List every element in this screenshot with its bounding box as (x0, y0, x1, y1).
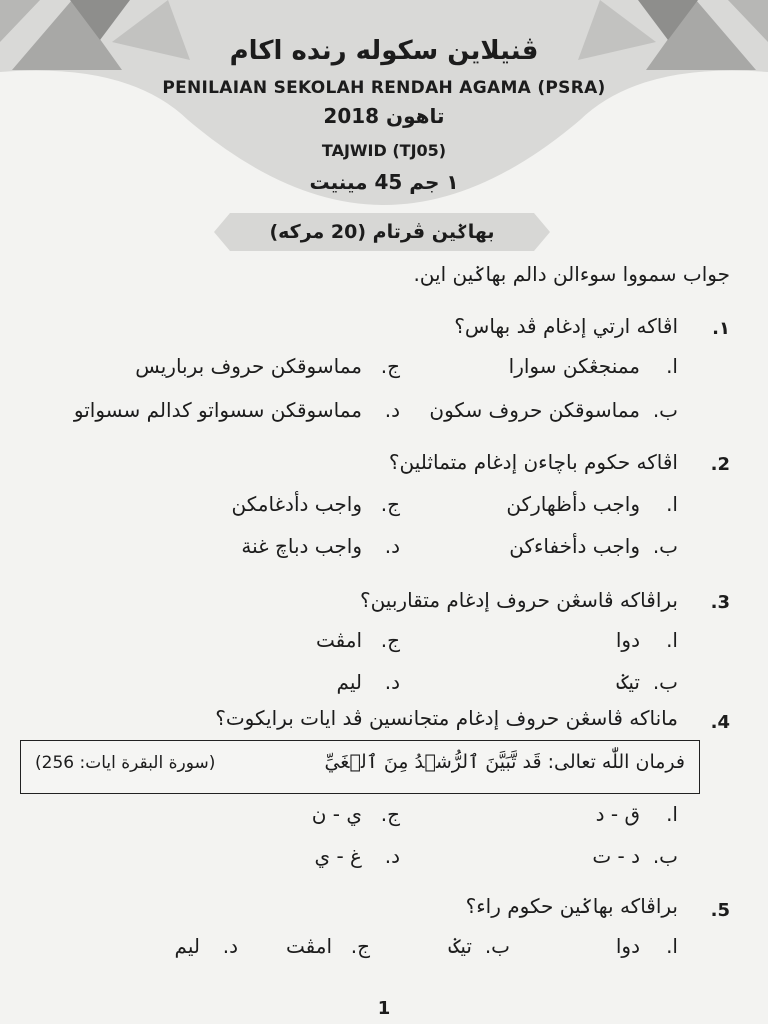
question-number: .5 (710, 900, 730, 921)
option-a[interactable] (616, 934, 678, 958)
option-label: ج. (380, 492, 400, 516)
option-label: ب. (652, 534, 678, 558)
question-number: .3 (710, 592, 730, 613)
question-text: براڤاكه ڤاسڠن حروف إدغام متقاربين؟ (359, 588, 678, 612)
option-text: د - ت (592, 844, 640, 868)
option-text: ي - ن (311, 802, 362, 826)
option-label: ا. (666, 492, 678, 516)
question-number: .4 (710, 712, 730, 733)
option-c[interactable] (232, 492, 400, 516)
question-text: اڤاكه حكوم باچاءن إدغام متماثلين؟ (388, 450, 678, 474)
question-number: .١ (712, 318, 730, 339)
question-number: .2 (710, 454, 730, 475)
option-label: ج. (350, 934, 370, 958)
question-text: اڤاكه ارتي إدغام ڤد بهاس؟ (454, 314, 678, 338)
option-label: د. (384, 398, 400, 422)
option-label: د. (384, 844, 400, 868)
option-text: امڤت (285, 934, 332, 958)
exam-title-jawi: ڤنيلاين سكوله رنده اكام (229, 36, 539, 66)
option-label: ب. (652, 670, 678, 694)
option-text: ق - د (595, 802, 640, 826)
option-label: ا. (666, 628, 678, 652)
option-b[interactable] (509, 534, 678, 558)
option-label: ب. (652, 398, 678, 422)
option-text: واجب دأخفاءكن (509, 534, 640, 558)
exam-title: PENILAIAN SEKOLAH RENDAH AGAMA (PSRA) (162, 78, 606, 98)
option-label: ب. (484, 934, 510, 958)
option-label: ب. (652, 844, 678, 868)
option-b[interactable] (449, 934, 510, 958)
option-label: ا. (666, 354, 678, 378)
question-text: ماناكه ڤاسڠن حروف إدغام متجانسين ڤد ايات برايكوت؟ (215, 706, 678, 730)
option-text: غ - ي (314, 844, 362, 868)
question-text: براڤاكه بهاݢين حكوم راء؟ (465, 894, 678, 918)
subject-code: TAJWID (TJ05) (321, 141, 447, 160)
option-a[interactable] (596, 802, 678, 826)
option-label: د. (384, 670, 400, 694)
option-text: مماسوقكن حروف سكون (429, 398, 640, 422)
option-a[interactable] (509, 354, 678, 378)
option-text: واجب دباچ غنة (241, 534, 362, 558)
option-b[interactable] (592, 844, 678, 868)
option-label: د. (384, 534, 400, 558)
option-text: تيݢ (448, 934, 472, 958)
option-a[interactable] (616, 628, 678, 652)
option-text: ممنجڠكن سوارا (508, 354, 640, 378)
option-a[interactable] (506, 492, 678, 516)
section-title: بهاݢين ڤرتام (20 مركه) (269, 221, 495, 243)
option-d[interactable] (175, 934, 238, 958)
option-c[interactable] (135, 354, 400, 378)
option-label: ج. (380, 802, 400, 826)
option-d[interactable] (241, 534, 400, 558)
option-c[interactable] (312, 802, 400, 826)
verse-reference: (سورة البقرة ايات: 256) (35, 753, 216, 773)
option-text: دوا (615, 628, 640, 652)
option-c[interactable] (316, 628, 400, 652)
option-label: د. (222, 934, 238, 958)
option-b[interactable] (617, 670, 678, 694)
quran-verse: فرمان اللّٰه تعالى: قَد تَّبَيَّنَ ٱلرُّشۡدُ مِنَ ٱلۡغَيِّ (324, 751, 685, 773)
option-text: مماسوقكن حروف برباريس (135, 354, 362, 378)
option-label: ج. (380, 628, 400, 652)
option-d[interactable] (74, 398, 400, 422)
option-text: ليم (336, 670, 362, 694)
option-c[interactable] (286, 934, 370, 958)
option-text: دوا (615, 934, 640, 958)
instructions: جواب سمووا سوءالن دالم بهاݢين اين. (413, 262, 730, 286)
exam-duration: ١ جم 45 مينيت (309, 170, 459, 194)
quran-verse-box (20, 740, 700, 794)
option-text: واجب دأدغامكن (231, 492, 362, 516)
option-text: امڤت (315, 628, 362, 652)
option-label: ا. (666, 934, 678, 958)
page-number: 1 (377, 998, 391, 1019)
option-text: ليم (174, 934, 200, 958)
option-label: ج. (380, 354, 400, 378)
exam-year: تاهون 2018 (323, 104, 445, 128)
option-text: تيݢ (616, 670, 640, 694)
option-text: مماسوقكن سسواتو كدالم سسواتو (73, 398, 362, 422)
option-label: ا. (666, 802, 678, 826)
option-d[interactable] (337, 670, 400, 694)
option-text: واجب دأظهاركن (506, 492, 640, 516)
option-d[interactable] (314, 844, 400, 868)
option-b[interactable] (429, 398, 678, 422)
